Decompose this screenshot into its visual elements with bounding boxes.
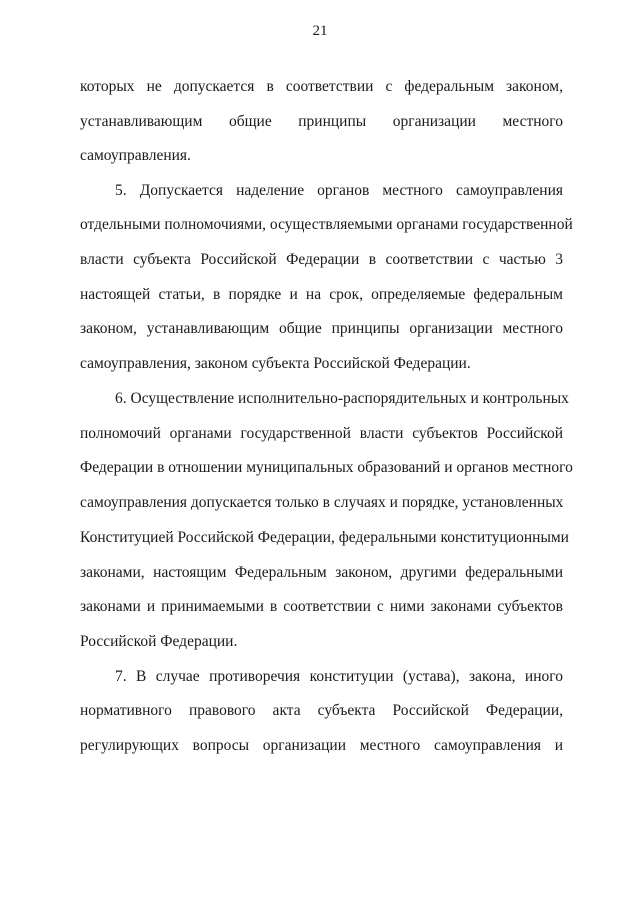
- text-line: которых не допускается в соответствии с федеральным законом,: [80, 78, 563, 95]
- text-line: законом, устанавливающим общие принципы организации местного: [80, 320, 563, 337]
- text-line: Российской Федерации.: [80, 633, 238, 650]
- text-line: 5. Допускается наделение органов местного самоуправления: [115, 182, 563, 199]
- text-line: самоуправления, законом субъекта Российской Федерации.: [80, 355, 471, 372]
- text-line: законами и принимаемыми в соответствии с ними законами субъектов: [80, 598, 563, 615]
- text-line: 6. Осуществление исполнительно-распорядительных и контрольных: [115, 390, 569, 407]
- text-line: самоуправления.: [80, 147, 191, 164]
- text-line: законами, настоящим Федеральным законом, другими федеральными: [80, 564, 563, 581]
- text-line: 7. В случае противоречия конституции (устава), закона, иного: [115, 668, 563, 685]
- text-line: регулирующих вопросы организации местного самоуправления и: [80, 737, 563, 754]
- text-line: власти субъекта Российской Федерации в соответствии с частью 3: [80, 251, 563, 268]
- text-line: отдельными полномочиями, осуществляемыми органами государственной: [80, 216, 573, 233]
- text-line: устанавливающим общие принципы организации местного: [80, 113, 563, 130]
- text-line: самоуправления допускается только в случаях и порядке, установленных: [80, 494, 564, 511]
- page-number: 21: [312, 23, 328, 39]
- text-line: Конституцией Российской Федерации, федеральными конституционными: [80, 529, 569, 546]
- text-line: нормативного правового акта субъекта Российской Федерации,: [80, 702, 563, 719]
- text-line: полномочий органами государственной власти субъектов Российской: [80, 425, 563, 442]
- text-line: настоящей статьи, в порядке и на срок, определяемые федеральным: [80, 286, 563, 303]
- text-line: Федерации в отношении муниципальных образований и органов местного: [80, 459, 573, 476]
